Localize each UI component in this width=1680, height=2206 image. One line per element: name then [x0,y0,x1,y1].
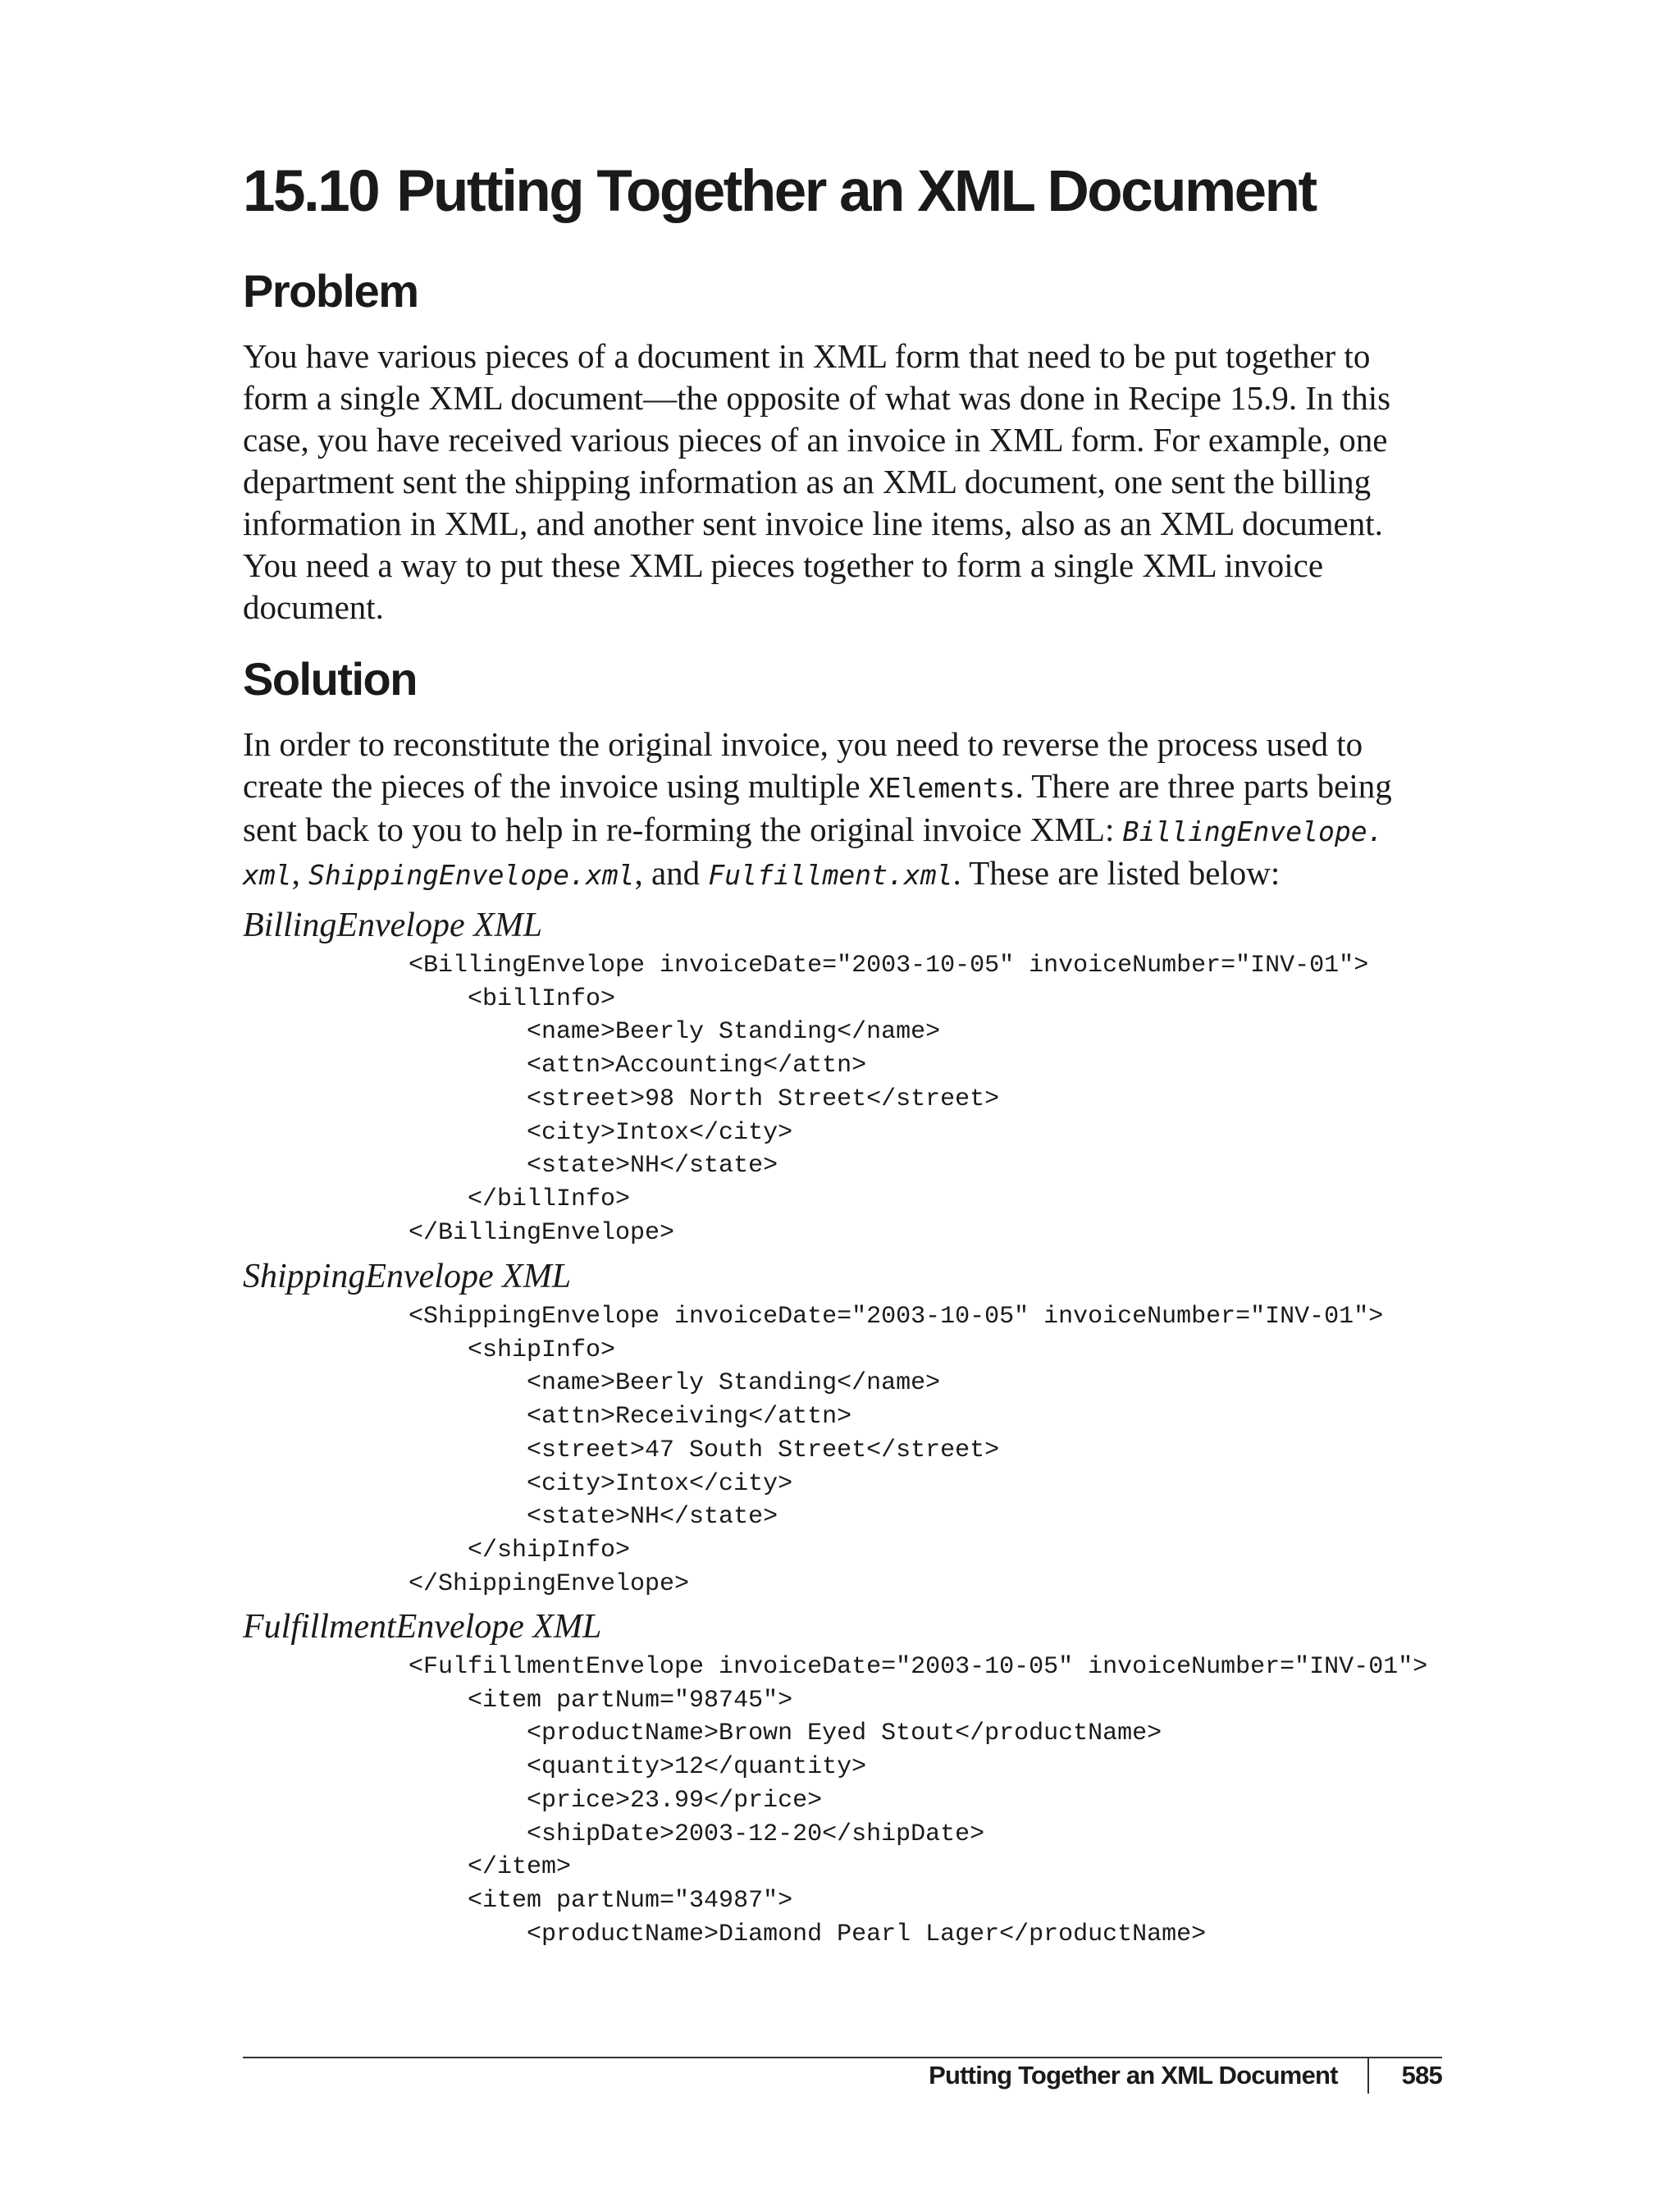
footer-separator [1367,2058,1369,2094]
problem-line: form a single XML document—the opposite of what was done in Recipe 15.9. In this [243,379,1391,417]
problem-line: information in XML, and another sent invoice line items, also as an XML document. [243,505,1383,542]
solution-line: xml, ShippingEnvelope.xml, and Fulfillment.xml. These are listed below: [243,854,1281,892]
solution-heading: Solution [243,653,417,705]
page-number: 585 [1401,2061,1442,2090]
listing-label-billing: BillingEnvelope XML [243,907,543,944]
solution-line: sent back to you to help in re-forming the original invoice XML: BillingEnvelope. [243,811,1384,848]
problem-line: document. [243,588,384,626]
listing-label-shipping: ShippingEnvelope XML [243,1258,572,1295]
solution-line: In order to reconstitute the original invoice, you need to reverse the process used to [243,725,1363,763]
problem-line: case, you have received various pieces of an invoice in XML form. For example, one [243,421,1388,459]
shipping-filename: ShippingEnvelope.xml [308,859,635,891]
xelements-code: XElements [868,772,1016,804]
billing-filename-ext: xml [243,859,292,891]
recipe-title: Putting Together an XML Document [396,159,1316,224]
page-footer [929,2055,1442,2096]
problem-paragraph [243,336,1442,628]
code-listing-billing: <BillingEnvelope invoiceDate="2003-10-05" invoiceNumber="INV-01"> <billInfo> <name>Beerly Standing</name> <attn>Accounting</attn> <street>98 North Street</street> <city>Intox</city> <state>NH</state> </billInfo> </BillingEnvelope> [409,952,1369,1247]
billing-filename: BillingEnvelope. [1122,815,1384,847]
recipe-number: 15.10 [243,159,379,224]
solution-paragraph [243,724,1442,896]
fulfillment-filename: Fulfillment.xml [708,859,953,891]
problem-line: You have various pieces of a document in XML form that need to be put together to [243,337,1371,375]
solution-line: create the pieces of the invoice using multiple XElements. There are three parts being [243,767,1392,805]
running-title: Putting Together an XML Document [929,2061,1338,2090]
problem-heading: Problem [243,265,418,317]
listing-label-fulfillment: FulfillmentEnvelope XML [243,1608,602,1646]
recipe-heading [243,159,1316,224]
problem-line: department sent the shipping information as an XML document, one sent the billing [243,463,1372,500]
code-listing-shipping: <ShippingEnvelope invoiceDate="2003-10-05" invoiceNumber="INV-01"> <shipInfo> <name>Beerly Standing</name> <attn>Receiving</attn> <street>47 South Street</street> <city>Intox</city> <state>NH</state> </shipInfo> </ShippingEnvelope> [409,1303,1384,1598]
code-listing-fulfillment: <FulfillmentEnvelope invoiceDate="2003-10-05" invoiceNumber="INV-01"> <item partNum="98745"> <productName>Brown Eyed Stout</productName> <quantity>12</quantity> <price>23.99</price> <shipDate>2003-12-20</shipDate> </item> <item partNum="34987"> <productName>Diamond Pearl Lager</productName> [409,1653,1428,1948]
problem-line: You need a way to put these XML pieces together to form a single XML invoice [243,546,1324,584]
